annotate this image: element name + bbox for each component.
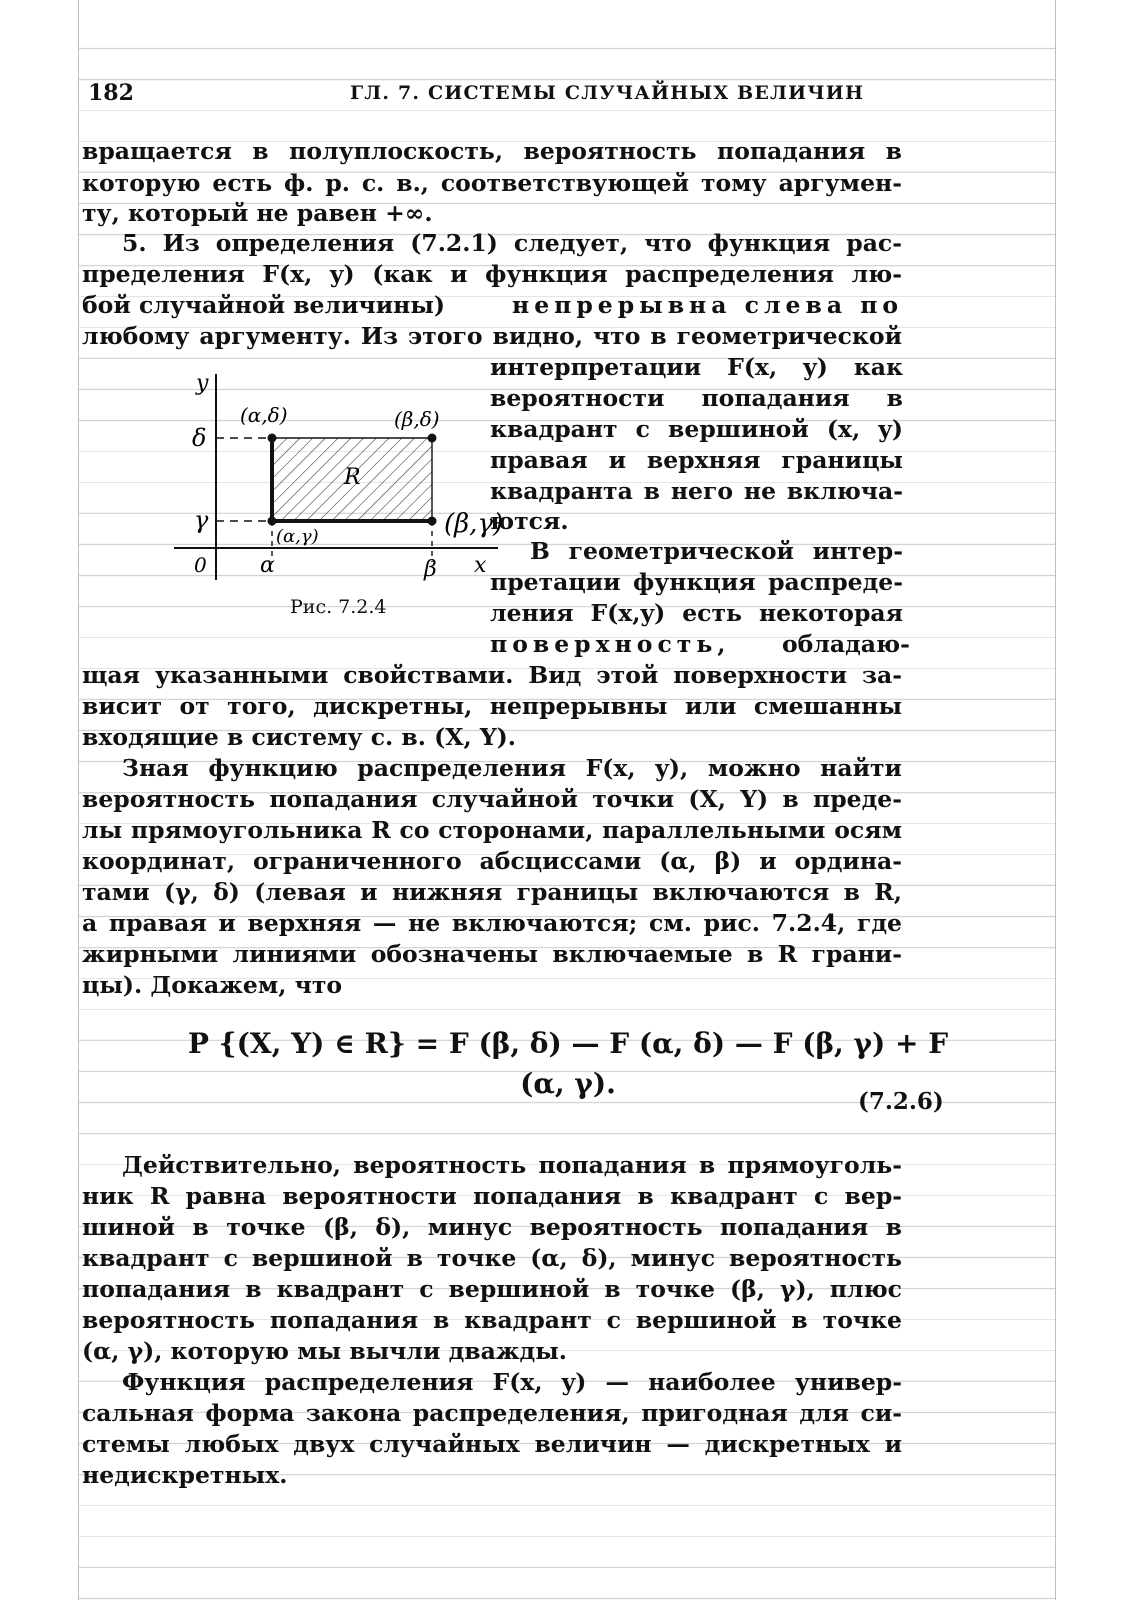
text-line: Действительно, вероятность попадания в прямоуголь- <box>122 1151 902 1179</box>
text-line: 5. Из определения (7.2.1) следует, что функция рас- <box>122 229 902 257</box>
running-title: ГЛ. 7. СИСТЕМЫ СЛУЧАЙНЫХ ВЕЛИЧИН <box>350 82 865 104</box>
gamma-label: γ <box>194 506 209 534</box>
text-line: ются. <box>490 507 569 535</box>
text-line: стемы любых двух случайных величин — дискретных и <box>82 1430 902 1458</box>
point-alpha-delta: (α,δ) <box>240 403 288 427</box>
text-line: сальная форма закона распределения, пригодная для си- <box>82 1399 902 1427</box>
page-number: 182 <box>88 80 134 106</box>
text-line: входящие в систему с. в. (X, Y). <box>82 723 516 751</box>
text-line: бой случайной величины) <box>82 291 446 319</box>
text-line: претации функция распреде- <box>490 568 903 596</box>
text-line: вероятность попадания случайной точки (X, Y) в преде- <box>82 785 902 813</box>
emphasis-continuous: непрерывна слева по <box>512 291 904 319</box>
text-line: жирными линиями обозначены включаемые в R грани- <box>82 940 902 968</box>
text-line: шиной в точке (β, δ), минус вероятность попадания в <box>82 1213 902 1241</box>
figure-caption: Рис. 7.2.4 <box>290 596 387 618</box>
text-line: правая и верхняя границы <box>490 446 903 474</box>
equation: P {(X, Y) ∈ R} = F (β, δ) — F (α, δ) — F (β, γ) + F (α, γ). <box>187 1027 949 1100</box>
text-line: висит от того, дискретны, непрерывны или смешанны <box>82 692 902 720</box>
text-line: интерпретации F(x, y) как <box>490 353 903 381</box>
text-line: недискретных. <box>82 1461 288 1489</box>
text-line: цы). Докажем, что <box>82 971 343 999</box>
point-beta-delta: (β,δ) <box>394 407 440 431</box>
y-axis-label: y <box>196 371 209 396</box>
figure-7-2-4 <box>168 366 548 616</box>
text-line: В геометрической интер- <box>530 537 903 565</box>
text-line: тами (γ, δ) (левая и нижняя границы включаются в R, <box>82 878 902 906</box>
beta-label: β <box>424 557 437 582</box>
text-line: любому аргументу. Из этого видно, что в геометрической <box>82 322 902 350</box>
text-line: ту, который не равен +∞. <box>82 199 433 227</box>
text-line: ления F(x,y) есть некоторая <box>490 599 903 627</box>
text-line: обладаю- <box>782 630 910 658</box>
region-label-R: R <box>344 465 361 490</box>
text-line: попадания в квадрант с вершиной в точке (β, γ), плюс <box>82 1275 902 1303</box>
text-line: щая указанными свойствами. Вид этой поверхности за- <box>82 661 902 689</box>
text-line: ник R равна вероятности попадания в квадрант с вер- <box>82 1182 902 1210</box>
text-line: Функция распределения F(x, y) — наиболее универ- <box>122 1368 902 1396</box>
emphasis-surface: поверхность, <box>490 630 731 658</box>
text-line: которую есть ф. р. с. в., соответствующей тому аргумен- <box>82 169 902 197</box>
text-line: координат, ограниченного абсциссами (α, β) и ордина- <box>82 847 902 875</box>
text-line: квадрант с вершиной (x, y) <box>490 415 903 443</box>
text-line: квадрант с вершиной в точке (α, δ), минус вероятность <box>82 1244 902 1272</box>
text-line: а правая и верхняя — не включаются; см. рис. 7.2.4, где <box>82 909 902 937</box>
alpha-label: α <box>260 553 275 578</box>
origin-label: 0 <box>194 553 207 577</box>
delta-label: δ <box>192 424 207 452</box>
text-line: пределения F(x, y) (как и функция распределения лю- <box>82 260 902 288</box>
text-line: лы прямоугольника R со сторонами, параллельными осям <box>82 816 902 844</box>
text-line: Зная функцию распределения F(x, y), можно найти <box>122 754 902 782</box>
equation-number: (7.2.6) <box>858 1088 944 1115</box>
text-line: вероятности попадания в <box>490 384 903 412</box>
text-line: вращается в полуплоскость, вероятность попадания в <box>82 137 902 165</box>
text-line: вероятность попадания в квадрант с вершиной в точке <box>82 1306 902 1334</box>
point-alpha-gamma: (α,γ) <box>276 526 319 547</box>
point-beta-gamma: (β,γ) <box>444 509 504 539</box>
text-line: квадранта в него не включа- <box>490 477 903 505</box>
text-line: (α, γ), которую мы вычли дважды. <box>82 1337 567 1365</box>
x-axis-label: x <box>474 553 487 578</box>
